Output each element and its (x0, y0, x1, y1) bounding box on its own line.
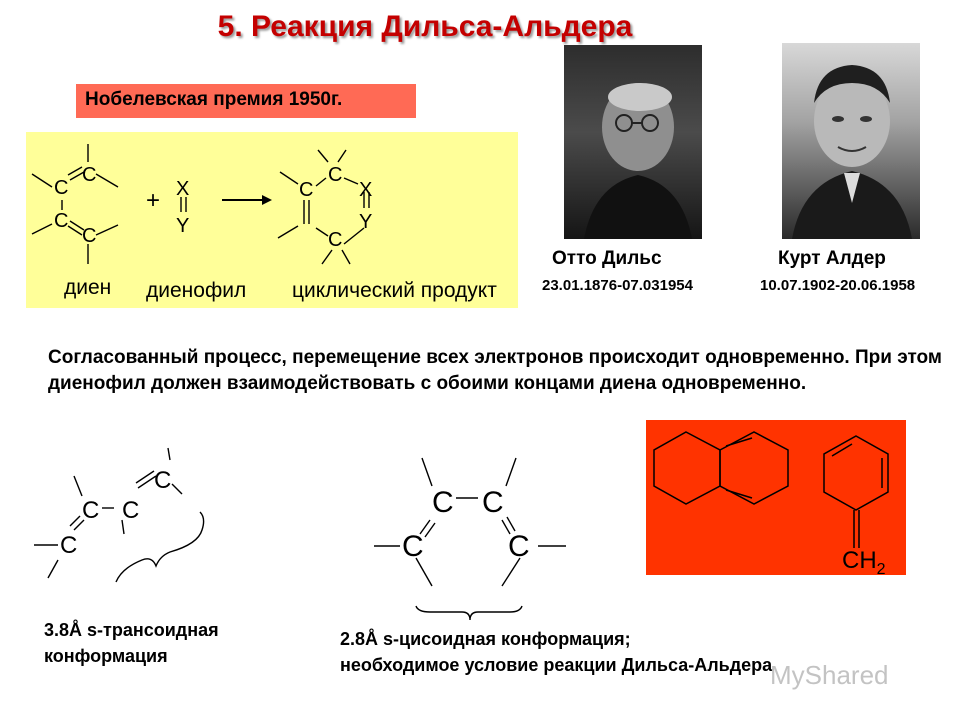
reaction-scheme (26, 132, 518, 308)
s-trans-caption (44, 617, 219, 669)
portrait-diels (564, 45, 702, 239)
diene-atom-c2: C (54, 177, 69, 199)
name-diels: Отто Дильс (552, 248, 662, 269)
structures-box (646, 420, 906, 575)
diene-atom-c3: C (54, 210, 69, 232)
page-title: 5. Реакция Дильса-Альдера (217, 10, 633, 43)
label-diene: диен (64, 276, 112, 299)
diene-atom-c4: C (82, 225, 97, 247)
s-trans-atom-c2: C (122, 497, 140, 524)
dates-alder: 10.07.1902-20.06.1958 (760, 277, 916, 294)
s-trans-diagram (20, 440, 220, 590)
product-atom-x: X (359, 179, 373, 201)
label-dienophile: диенофил (146, 279, 247, 302)
dienophile-atom-y: Y (176, 215, 190, 237)
s-trans-caption-line1: 3.8Å s-трансоидная (44, 620, 219, 640)
nobel-badge-text: Нобелевская премия 1950г. (85, 89, 343, 110)
diene-atom-c1: C (82, 164, 97, 186)
s-cis-caption (340, 626, 772, 678)
name-alder: Курт Алдер (778, 248, 886, 269)
reaction-scheme-drawing (26, 132, 518, 308)
label-product: циклический продукт (292, 279, 497, 302)
ch2-ch: CH (842, 547, 877, 574)
nobel-badge (76, 84, 416, 118)
s-cis-diagram (370, 450, 570, 620)
plus-sign: + (146, 187, 161, 214)
description-paragraph: Согласованный процесс, перемещение всех электронов происходит одновременно. При этом диенофил должен взаимодействовать с обоими концами диена одновременно. (48, 347, 942, 394)
s-trans-atom-c4: C (60, 532, 78, 559)
dienophile-atom-x: X (176, 178, 190, 200)
s-cis-atom-c4: C (508, 530, 530, 563)
product-atom-c2: C (299, 179, 314, 201)
portrait-alder-art (782, 43, 920, 239)
s-trans-atom-c3: C (82, 497, 100, 524)
ch2-label (842, 547, 886, 575)
watermark: MyShared (770, 660, 889, 690)
s-cis-atom-c2: C (482, 486, 504, 519)
product-atom-y: Y (359, 211, 373, 233)
s-trans-atom-c1: C (154, 467, 172, 494)
portrait-diels-art (564, 45, 702, 239)
product-atom-c3: C (328, 229, 343, 251)
dates-diels: 23.01.1876-07.031954 (542, 277, 693, 294)
product-atom-c1: C (328, 164, 343, 186)
structures-drawing (646, 420, 906, 575)
portrait-alder (782, 43, 920, 239)
s-cis-atom-c1: C (432, 486, 454, 519)
s-cis-caption-line1: 2.8Å s-цисоидная конформация; (340, 629, 631, 649)
ch2-subscript: 2 (876, 561, 886, 575)
s-cis-caption-line2: необходимое условие реакции Дильса-Альдера (340, 655, 773, 675)
s-cis-atom-c3: C (402, 530, 424, 563)
s-trans-caption-line2: конформация (44, 646, 168, 666)
